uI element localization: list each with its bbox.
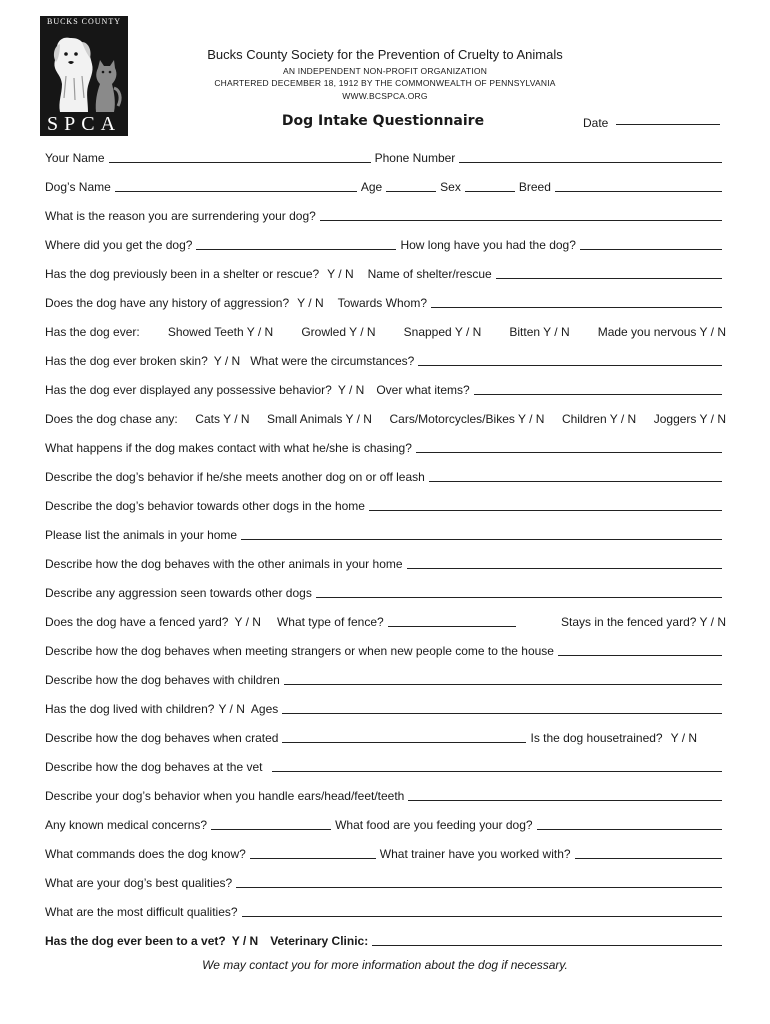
- shelter-name-input-line[interactable]: [496, 278, 722, 279]
- organization-subtitle: AN INDEPENDENT NON-PROFIT ORGANIZATION: [282, 66, 488, 76]
- growled-yn[interactable]: Growled Y / N: [301, 325, 376, 339]
- lived-with-children-yn[interactable]: Y / N: [218, 702, 245, 716]
- bitten-yn[interactable]: Bitten Y / N: [509, 325, 570, 339]
- chase-vehicles-yn[interactable]: Cars/Motorcycles/Bikes Y / N: [389, 412, 545, 426]
- dog-food-label: What food are you feeding your dog?: [335, 818, 533, 832]
- children-behavior-label: Describe how the dog behaves with children: [45, 673, 280, 687]
- chase-small-animals-yn[interactable]: Small Animals Y / N: [267, 412, 372, 426]
- row-leash-behavior: [45, 466, 726, 484]
- age-input-line[interactable]: [386, 191, 436, 192]
- footer-note: We may contact you for more information about the dog if necessary.: [202, 958, 568, 972]
- veterinary-clinic-label: Veterinary Clinic:: [270, 934, 369, 948]
- row-best-qualities: [45, 872, 726, 890]
- best-qualities-label: What are your dog’s best qualities?: [45, 876, 233, 890]
- fence-type-label: What type of fence?: [276, 615, 384, 629]
- showed-teeth-yn[interactable]: Showed Teeth Y / N: [167, 325, 274, 339]
- row-possessive-behavior: [45, 379, 726, 397]
- aggression-target-label: Towards Whom?: [337, 296, 427, 310]
- sex-label: Sex: [440, 180, 461, 194]
- leash-behavior-input-line[interactable]: [429, 481, 722, 482]
- chase-any-label: Does the dog chase any:: [45, 412, 178, 426]
- dogs-name-label: Dog’s Name: [45, 180, 111, 194]
- chase-joggers-yn[interactable]: Joggers Y / N: [653, 412, 726, 426]
- row-lived-with-children: [45, 698, 726, 716]
- possessive-items-label: Over what items?: [376, 383, 470, 397]
- date-field: [583, 116, 724, 130]
- snapped-yn[interactable]: Snapped Y / N: [403, 325, 482, 339]
- dogs-name-input-line[interactable]: [115, 191, 357, 192]
- chase-contact-label: What happens if the dog makes contact with what he/she is chasing?: [45, 441, 412, 455]
- row-children-behavior: [45, 669, 726, 687]
- aggression-other-dogs-input-line[interactable]: [316, 597, 722, 598]
- vet-behavior-label: Describe how the dog behaves at the vet: [45, 760, 263, 774]
- dog-ever-label: Has the dog ever:: [45, 325, 140, 339]
- other-animals-behavior-input-line[interactable]: [407, 568, 722, 569]
- phone-number-label: Phone Number: [374, 151, 456, 165]
- possessive-items-input-line[interactable]: [474, 394, 722, 395]
- broken-skin-label: Has the dog ever broken skin?: [45, 354, 208, 368]
- row-vet-clinic: [45, 930, 726, 948]
- row-chase-contact: [45, 437, 726, 455]
- aggression-history-yn[interactable]: Y / N: [297, 296, 324, 310]
- fenced-yard-label: Does the dog have a fenced yard?: [45, 615, 229, 629]
- chase-cats-yn[interactable]: Cats Y / N: [195, 412, 250, 426]
- lived-with-children-label: Has the dog lived with children?: [45, 702, 215, 716]
- handling-behavior-label: Describe your dog’s behavior when you handle ears/head/feet/teeth: [45, 789, 405, 803]
- medical-concerns-input-line[interactable]: [211, 829, 331, 830]
- chase-contact-input-line[interactable]: [416, 452, 722, 453]
- logo-bottom-text: SPCA: [46, 113, 122, 135]
- row-other-animals-behavior: [45, 553, 726, 571]
- breed-input-line[interactable]: [555, 191, 722, 192]
- organization-charter: CHARTERED DECEMBER 18, 1912 BY THE COMMONWEALTH OF PENNSYLVANIA: [214, 78, 556, 88]
- children-ages-label: Ages: [250, 702, 279, 716]
- date-label: Date: [583, 116, 609, 130]
- best-qualities-input-line[interactable]: [236, 887, 722, 888]
- housetrained-label: Is the dog housetrained?: [530, 731, 663, 745]
- known-commands-input-line[interactable]: [250, 858, 376, 859]
- crated-behavior-label: Describe how the dog behaves when crated: [45, 731, 279, 745]
- dog-and-cat-logo-icon: [44, 28, 124, 112]
- row-dog-details: [45, 176, 726, 194]
- row-name-phone: [45, 147, 726, 165]
- organization-name: Bucks County Society for the Prevention of Cruelty to Animals: [207, 47, 563, 62]
- organization-website: WWW.BCSPCA.ORG: [342, 91, 428, 101]
- aggression-target-input-line[interactable]: [431, 307, 722, 308]
- strangers-behavior-label: Describe how the dog behaves when meeting strangers or when new people come to the house: [45, 644, 554, 658]
- made-nervous-yn[interactable]: Made you nervous Y / N: [597, 325, 726, 339]
- possessive-behavior-label: Has the dog ever displayed any possessive behavior?: [45, 383, 332, 397]
- row-broken-skin: [45, 350, 726, 368]
- other-animals-behavior-label: Describe how the dog behaves with the other animals in your home: [45, 557, 403, 571]
- row-fenced-yard: [45, 611, 726, 629]
- home-dogs-behavior-input-line[interactable]: [369, 510, 722, 511]
- row-home-dogs-behavior: [45, 495, 726, 513]
- vet-visit-label: Has the dog ever been to a vet?: [45, 934, 226, 948]
- logo-top-text: BUCKS COUNTY: [46, 17, 121, 26]
- shelter-history-label: Has the dog previously been in a shelter or rescue?: [45, 267, 320, 281]
- row-crated-housetrained: [45, 727, 726, 745]
- shelter-history-yn[interactable]: Y / N: [327, 267, 354, 281]
- fenced-yard-yn[interactable]: Y / N: [234, 615, 261, 629]
- row-medical-food: [45, 814, 726, 832]
- possessive-behavior-yn[interactable]: Y / N: [337, 383, 365, 397]
- trainer-label: What trainer have you worked with?: [379, 847, 571, 861]
- strangers-behavior-input-line[interactable]: [558, 655, 722, 656]
- row-commands-trainer: [45, 843, 726, 861]
- age-label: Age: [360, 180, 383, 194]
- breed-label: Breed: [518, 180, 551, 194]
- fence-type-input-line[interactable]: [388, 626, 516, 627]
- handling-behavior-input-line[interactable]: [408, 800, 722, 801]
- row-aggression-other-dogs: [45, 582, 726, 600]
- row-origin-duration: [45, 234, 726, 252]
- your-name-label: Your Name: [45, 151, 105, 165]
- trainer-input-line[interactable]: [575, 858, 722, 859]
- form-title: Dog Intake Questionnaire: [281, 113, 485, 129]
- home-animals-input-line[interactable]: [241, 539, 722, 540]
- row-strangers-behavior: [45, 640, 726, 658]
- difficult-qualities-label: What are the most difficult qualities?: [45, 905, 238, 919]
- spca-logo: [40, 16, 128, 136]
- ownership-duration-input-line[interactable]: [580, 249, 722, 250]
- aggression-history-label: Does the dog have any history of aggression?: [45, 296, 290, 310]
- home-dogs-behavior-label: Describe the dog’s behavior towards other dogs in the home: [45, 499, 365, 513]
- broken-skin-yn[interactable]: Y / N: [213, 354, 241, 368]
- chase-children-yn[interactable]: Children Y / N: [561, 412, 637, 426]
- home-animals-label: Please list the animals in your home: [45, 528, 238, 542]
- surrender-reason-input-line[interactable]: [320, 220, 722, 221]
- dog-origin-label: Where did you get the dog?: [45, 238, 193, 252]
- row-difficult-qualities: [45, 901, 726, 919]
- aggression-other-dogs-label: Describe any aggression seen towards other dogs: [45, 586, 312, 600]
- your-name-input-line[interactable]: [109, 162, 371, 163]
- row-home-animals: [45, 524, 726, 542]
- dog-food-input-line[interactable]: [537, 829, 722, 830]
- row-shelter-history: [45, 263, 726, 281]
- circumstances-label: What were the circumstances?: [250, 354, 415, 368]
- vet-behavior-input-line[interactable]: [272, 771, 722, 772]
- stays-in-yard-yn[interactable]: Stays in the fenced yard? Y / N: [561, 615, 726, 629]
- veterinary-clinic-input-line[interactable]: [372, 945, 722, 946]
- children-behavior-input-line[interactable]: [284, 684, 722, 685]
- dog-origin-input-line[interactable]: [196, 249, 396, 250]
- row-dog-ever-behaviors: [45, 321, 726, 339]
- row-aggression-history: [45, 292, 726, 310]
- date-input-line[interactable]: [616, 124, 720, 125]
- children-ages-input-line[interactable]: [282, 713, 722, 714]
- medical-concerns-label: Any known medical concerns?: [45, 818, 208, 832]
- circumstances-input-line[interactable]: [418, 365, 722, 366]
- surrender-reason-label: What is the reason you are surrendering your dog?: [45, 209, 316, 223]
- known-commands-label: What commands does the dog know?: [45, 847, 246, 861]
- difficult-qualities-input-line[interactable]: [242, 916, 722, 917]
- row-vet-behavior: [45, 756, 726, 774]
- row-surrender-reason: [45, 205, 726, 223]
- phone-number-input-line[interactable]: [459, 162, 722, 163]
- row-chase-targets: [45, 408, 726, 426]
- row-handling-behavior: [45, 785, 726, 803]
- leash-behavior-label: Describe the dog’s behavior if he/she meets another dog on or off leash: [45, 470, 425, 484]
- shelter-name-label: Name of shelter/rescue: [367, 267, 492, 281]
- vet-visit-yn[interactable]: Y / N: [231, 934, 259, 948]
- crated-behavior-input-line[interactable]: [282, 742, 526, 743]
- sex-input-line[interactable]: [465, 191, 515, 192]
- ownership-duration-label: How long have you had the dog?: [400, 238, 576, 252]
- housetrained-yn[interactable]: Y / N: [670, 731, 698, 745]
